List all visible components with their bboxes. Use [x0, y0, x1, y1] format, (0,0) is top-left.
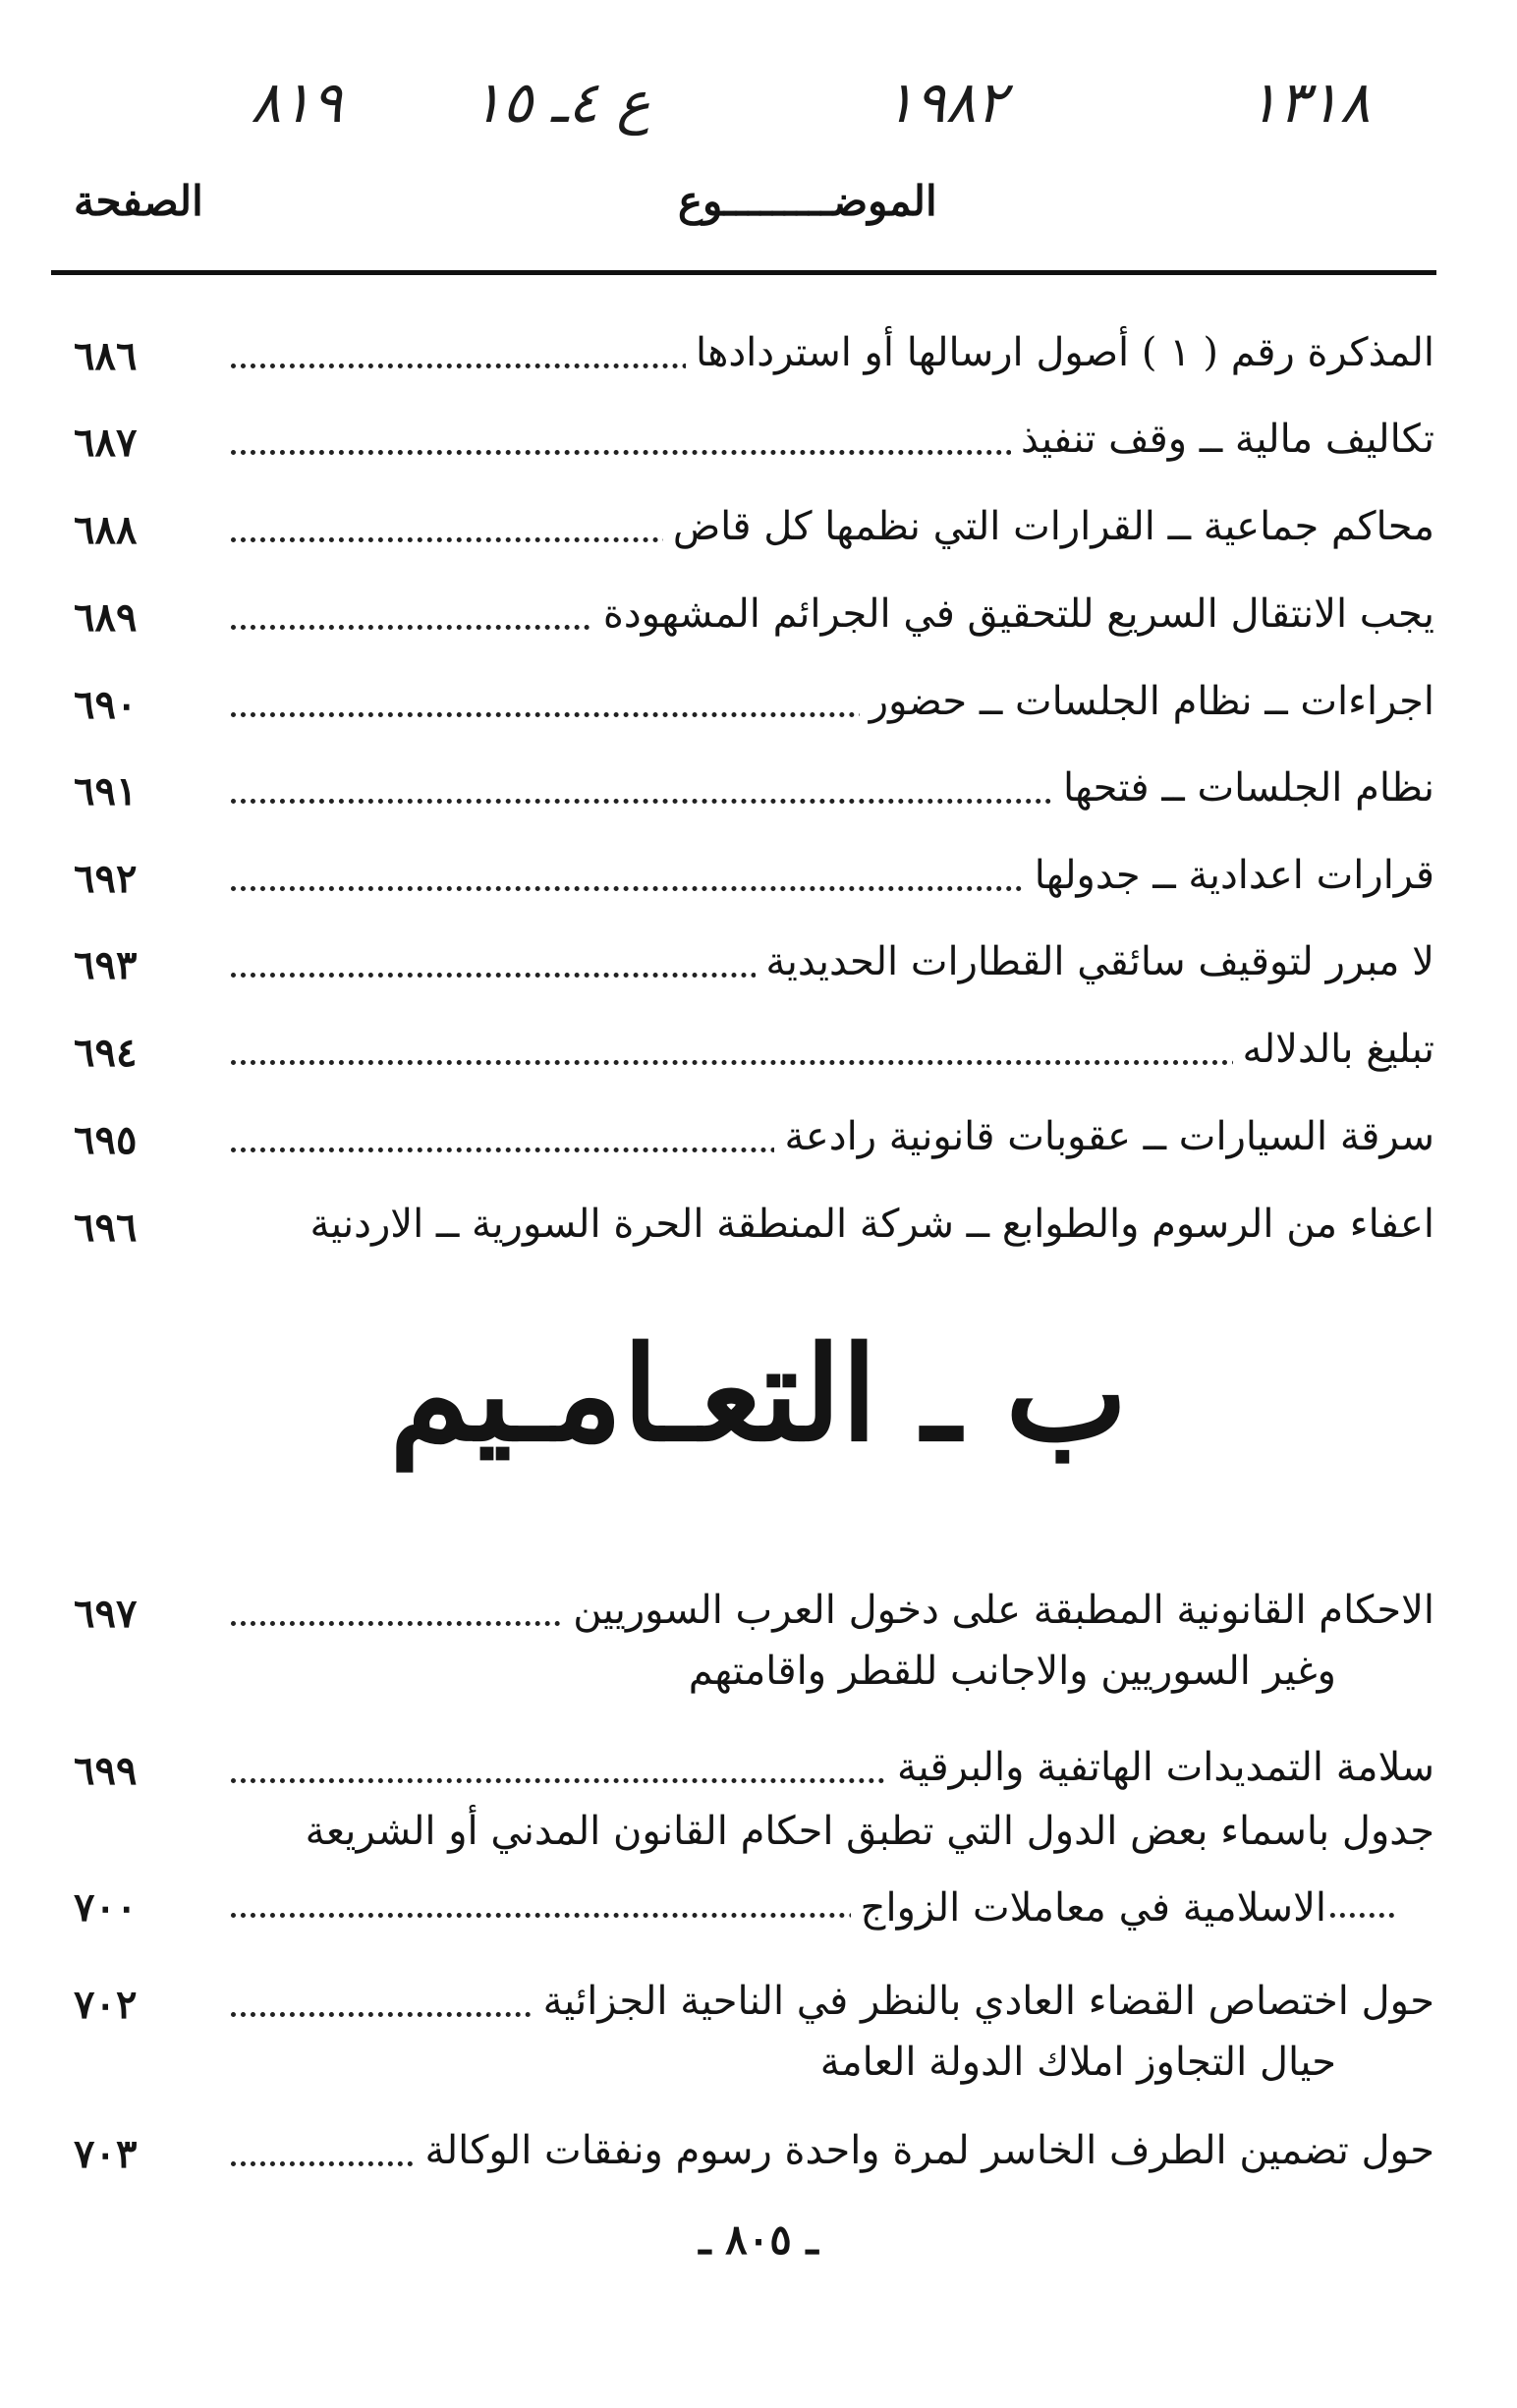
toc-entry-page: ٦٩٦ [74, 1204, 138, 1251]
toc-entry-page: ٧٠٣ [74, 2131, 138, 2177]
toc-entry [59, 1973, 1434, 2100]
toc-entry-page: ٦٨٨ [74, 507, 138, 553]
toc-entry-title: سلامة التمديدات الهاتفية والبرقية [887, 1739, 1434, 1796]
toc-entry-continuation: الاسلامية في معاملات الزواج [851, 1879, 1326, 1936]
toc-entry-title: جدول باسماء بعض الدول التي تطبق احكام القانون المدني أو الشريعة [296, 1803, 1434, 1860]
toc-entry-title: تبليغ بالدلاله [1233, 1021, 1434, 1078]
toc-entry-page: ٦٩١ [74, 768, 138, 814]
toc-entry [59, 847, 1434, 916]
toc-entry-page: ٦٩٥ [74, 1117, 138, 1163]
toc-entry [59, 1803, 1434, 1940]
toc-entry-title: قرارات اعدادية ــ جدولها [1025, 847, 1434, 904]
toc-entry [59, 759, 1434, 828]
handwritten-number-2: ٨١٩ [251, 69, 343, 136]
toc-entry-page: ٦٩٢ [74, 856, 138, 902]
toc-entry [59, 586, 1434, 654]
toc-entry [59, 498, 1434, 567]
toc-entry-title: يجب الانتقال السريع للتحقيق في الجرائم المشهودة [593, 586, 1434, 643]
toc-entry-page: ٦٩٤ [74, 1030, 138, 1076]
toc-entry-continuation: حيال التجاوز املاك الدولة العامة [819, 2040, 1336, 2085]
page-column-label: الصفحة [74, 177, 203, 225]
subject-column-label: الموضـــــــــوع [678, 177, 937, 225]
toc-entry [59, 411, 1434, 479]
toc-entry-page: ٦٩٧ [74, 1591, 138, 1637]
toc-entry-page: ٦٨٦ [74, 333, 138, 379]
toc-entry-title: لا مبرر لتوقيف سائقي القطارات الحديدية [756, 933, 1434, 990]
page-number: ـ ٨٠٥ ـ [699, 2215, 818, 2264]
toc-entry-title: حول اختصاص القضاء العادي بالنظر في الناحية الجزائية [534, 1973, 1434, 2030]
toc-entry-title: الاحكام القانونية المطبقة على دخول العرب السوريين [563, 1582, 1434, 1639]
toc-entry-page: ٦٩٣ [74, 942, 138, 988]
toc-entry-page: ٦٨٧ [74, 420, 138, 466]
handwritten-number-1: ١٣١٨ [1248, 69, 1371, 136]
toc-entry [59, 1196, 1434, 1264]
toc-entry-page: ٦٨٩ [74, 594, 138, 641]
toc-entry-title: تكاليف مالية ــ وقف تنفيذ [1011, 411, 1434, 468]
toc-entry-title: نظام الجلسات ــ فتحها [1053, 759, 1434, 816]
toc-entry [59, 1739, 1434, 1808]
toc-entry-title: المذكرة رقم ( ١ ) أصول ارسالها أو استردادها [686, 324, 1434, 381]
toc-entry-page: ٧٠٠ [74, 1884, 138, 1931]
toc-entry-page: ٧٠٢ [74, 1982, 138, 2028]
toc-entry-title: حول تضمين الطرف الخاسر لمرة واحدة رسوم ونفقات الوكالة [416, 2122, 1434, 2179]
toc-entry-continuation: وغير السوريين والاجانب للقطر واقامتهم [688, 1649, 1336, 1694]
handwritten-year: ١٩٨٢ [884, 69, 1007, 136]
toc-entry-page: ٦٩٠ [74, 682, 138, 728]
toc-entry [59, 1108, 1434, 1177]
toc-entry-title: اجراءات ــ نظام الجلسات ــ حضور [860, 673, 1434, 730]
toc-entry [59, 324, 1434, 393]
toc-entry [59, 2122, 1434, 2191]
handwritten-reference: ع ٤ـ ١٥ [472, 69, 650, 136]
toc-entry [59, 1021, 1434, 1090]
header-divider [51, 270, 1436, 275]
dot-leader [231, 1060, 1395, 1065]
toc-entry-page: ٦٩٩ [74, 1748, 138, 1794]
toc-entry [59, 1582, 1434, 1709]
toc-entry [59, 673, 1434, 742]
toc-entry [59, 933, 1434, 1002]
toc-entry-title: سرقة السيارات ــ عقوبات قانونية رادعة [774, 1108, 1434, 1165]
toc-entry-title: محاكم جماعية ــ القرارات التي نظمها كل قاض [663, 498, 1434, 555]
section-heading: ب ـ التعـامـيم [389, 1318, 1128, 1471]
toc-entry-title: اعفاء من الرسوم والطوابع ــ شركة المنطقة الحرة السورية ــ الاردنية [300, 1196, 1434, 1253]
